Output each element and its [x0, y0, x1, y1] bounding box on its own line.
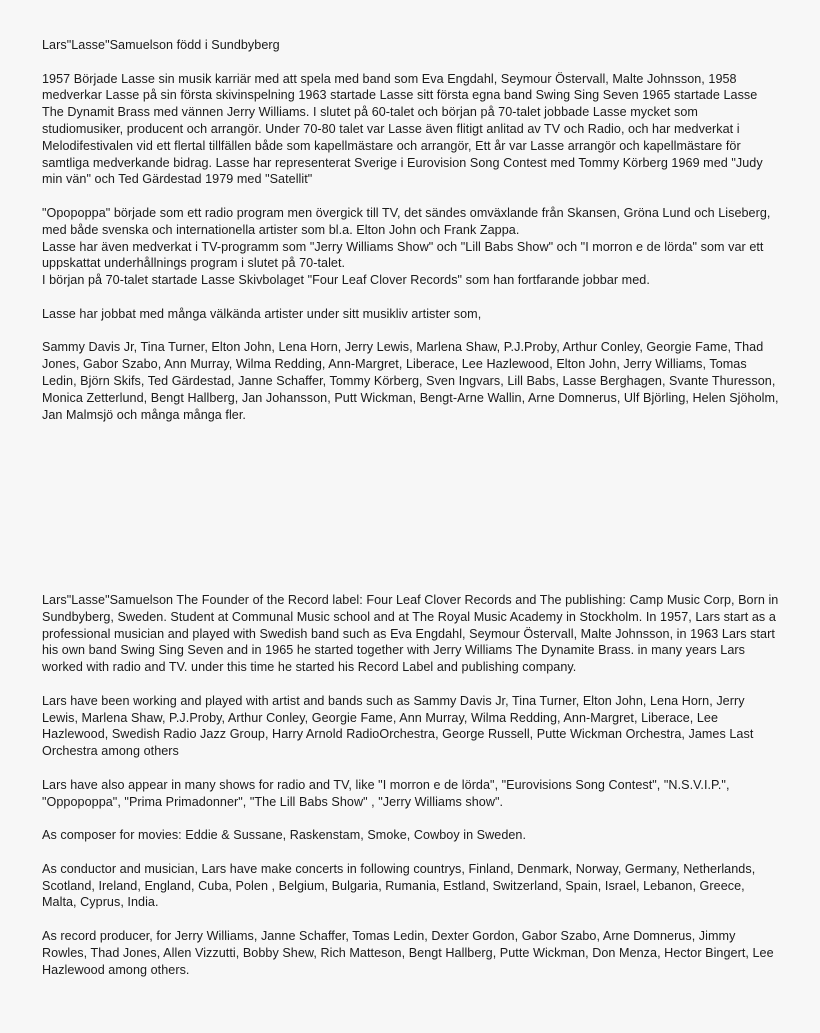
swedish-biography: [42, 37, 782, 423]
swedish-paragraph-opopoppa: "Opopoppa" började som ett radio program men övergick till TV, det sändes omväxlande från Skansen, Gröna Lund och Liseberg, med både svenska och internationella artister som bl.a. Elton John och Frank Zappa.: [42, 205, 771, 237]
swedish-paragraph-record-label: I början på 70-talet startade Lasse Skivbolaget "Four Leaf Clover Records" som han fortfarande jobbar med.: [42, 273, 650, 288]
english-paragraph-founder: Lars"Lasse"Samuelson The Founder of the Record label: Four Leaf Clover Records and The publishing: Camp Music Corp, Born in Sundbyberg, Sweden. Student at Communal Music school and at The Royal Music Academy in Stockholm. In 1957, Lars start as a professional musician and played with Swedish band such as Eva Engdahl, Seymour Östervall, Malte Johnsson, in 1963 Lars start his own band Swing Sing Seven and in 1965 he started together with Jerry Williams The Dynamite Brass. in many years Lars worked with radio and TV. under this time he started his Record Label and publishing company.: [42, 593, 779, 675]
swedish-paragraph-artists-list: Sammy Davis Jr, Tina Turner, Elton John, Lena Horn, Jerry Lewis, Marlena Shaw, P.J.Proby, Arthur Conley, Georgie Fame, Thad Jones, Gabor Szabo, Ann Murray, Wilma Redding, Ann-Margret, Liberace, Lee Hazlewood, Elton John, Jerry Williams, Tomas Ledin, Björn Skifs, Ted Gärdestad, Janne Schaffer, Tommy Körberg, Sven Ingvars, Lill Babs, Lasse Berghagen, Svante Thuresson, Monica Zetterlund, Bengt Hallberg, Jan Johansson, Putt Wickman, Bengt-Arne Wallin, Arne Domnerus, Ulf Björling, Helen Sjöholm, Jan Malmsjö och många många fler.: [42, 340, 779, 422]
english-paragraph-shows: Lars have also appear in many shows for radio and TV, like "I morron e de lörda", "Eurovisions Song Contest", "N.S.V.I.P.", "Oppopoppa", "Prima Primadonner", "The Lill Babs Show" , "Jerry Williams show".: [42, 777, 730, 809]
english-paragraph-artists: Lars have been working and played with artist and bands such as Sammy Davis Jr, Tina Turner, Elton John, Lena Horn, Jerry Lewis, Marlena Shaw, P.J.Proby, Arthur Conley, Georgie Fame, Ann Murray, Wilma Redding, Ann-Margret, Liberace, Lee Hazlewood, Swedish Radio Jazz Group, Harry Arnold RadioOrchestra, George Russell, Putte Wickman Orchestra, James Last Orchestra among others: [42, 693, 754, 759]
swedish-paragraph-artists-intro: Lasse har jobbat med många välkända artister under sitt musikliv artister som,: [42, 306, 482, 321]
swedish-paragraph-tv-shows: Lasse har även medverkat i TV-programm som "Jerry Williams Show" och "Lill Babs Show" och "I morron e de lörda" som var ett uppskattat underhållnings program i slutet på 70-talet.: [42, 239, 764, 271]
english-biography: [42, 592, 782, 978]
swedish-paragraph-career: 1957 Började Lasse sin musik karriär med att spela med band som Eva Engdahl, Seymour Östervall, Malte Johnsson, 1958 medverkar Lasse på sin första skivinspelning 1963 startade Lasse sitt första egna band Swing Sing Seven 1965 startade Lasse The Dynamit Brass med vännen Jerry Williams. I slutet på 60-talet och början på 70-talet jobbade Lasse mycket som studiomusiker, producent och arrangör. Under 70-80 talet var Lasse även flitigt anlitad av TV och Radio, och har medverkat i Melodifestivalen vid ett flertal tillfällen både som kapellmästare och arrangör, Ett år var Lasse arrangör och kapellmästare för samtliga medverkande bidrag. Lasse har representerat Sverige i Eurovision Song Contest med Tommy Körberg 1969 med "Judy min vän" och Ted Gärdestad 1979 med "Satellit": [42, 71, 763, 187]
english-paragraph-composer: As composer for movies: Eddie & Sussane, Raskenstam, Smoke, Cowboy in Sweden.: [42, 828, 527, 843]
english-paragraph-producer: As record producer, for Jerry Williams, Janne Schaffer, Tomas Ledin, Dexter Gordon, Gabor Szabo, Arne Domnerus, Jimmy Rowles, Thad Jones, Allen Vizzutti, Bobby Shew, Rich Matteson, Bengt Hallberg, Putte Wickman, Don Menza, Hector Bingert, Lee Hazlewood among others.: [42, 928, 774, 977]
swedish-title: Lars"Lasse"Samuelson född i Sundbyberg: [42, 38, 280, 52]
english-paragraph-concerts: As conductor and musician, Lars have make concerts in following countrys, Finland, Denmark, Norway, Germany, Netherlands, Scotland, Ireland, England, Cuba, Polen , Belgium, Bulgaria, Rumania, Estland, Switzerland, Spain, Israel, Lebanon, Greece, Malta, Cyprus, India.: [42, 861, 756, 910]
